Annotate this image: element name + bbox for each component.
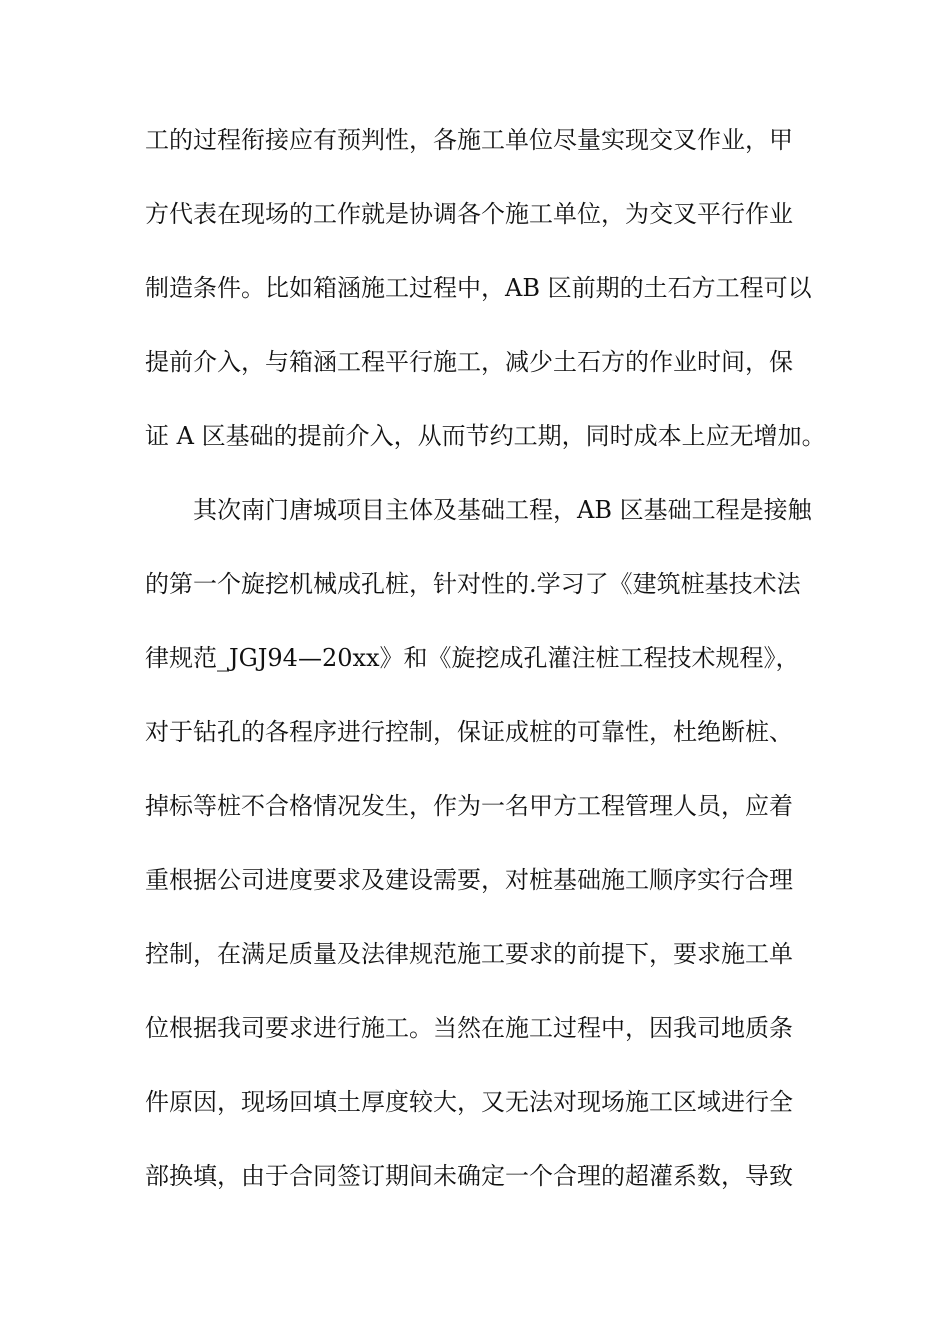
paragraph-start-line: 其次南门唐城项目主体及基础工程，AB 区基础工程是接触 bbox=[193, 496, 812, 524]
text-line: 部换填，由于合同签订期间未确定一个合理的超灌系数，导致 bbox=[145, 1162, 793, 1190]
text-line: 对于钻孔的各程序进行控制，保证成桩的可靠性，杜绝断桩、 bbox=[145, 718, 793, 746]
text-line: 掉标等桩不合格情况发生，作为一名甲方工程管理人员，应着 bbox=[145, 792, 793, 820]
text-line: 方代表在现场的工作就是协调各个施工单位，为交叉平行作业 bbox=[145, 200, 793, 228]
text-line: 律规范_JGJ94—20xx》和《旋挖成孔灌注桩工程技术规程》， bbox=[145, 644, 800, 672]
text-line: 工的过程衔接应有预判性，各施工单位尽量实现交叉作业，甲 bbox=[145, 126, 793, 154]
text-line: 的第一个旋挖机械成孔桩，针对性的.学习了《建筑桩基技术法 bbox=[145, 570, 801, 598]
text-line: 提前介入，与箱涵工程平行施工，减少土石方的作业时间，保 bbox=[145, 348, 793, 376]
text-line: 位根据我司要求进行施工。当然在施工过程中，因我司地质条 bbox=[145, 1014, 793, 1042]
text-line: 制造条件。比如箱涵施工过程中，AB 区前期的土石方工程可以 bbox=[145, 274, 812, 302]
text-line: 件原因，现场回填土厚度较大，又无法对现场施工区域进行全 bbox=[145, 1088, 793, 1116]
text-line: 控制，在满足质量及法律规范施工要求的前提下，要求施工单 bbox=[145, 940, 793, 968]
text-line: 重根据公司进度要求及建设需要，对桩基础施工顺序实行合理 bbox=[145, 866, 793, 894]
text-line: 证 A 区基础的提前介入，从而节约工期，同时成本上应无增加。 bbox=[145, 422, 826, 450]
body-text bbox=[145, 126, 826, 1238]
